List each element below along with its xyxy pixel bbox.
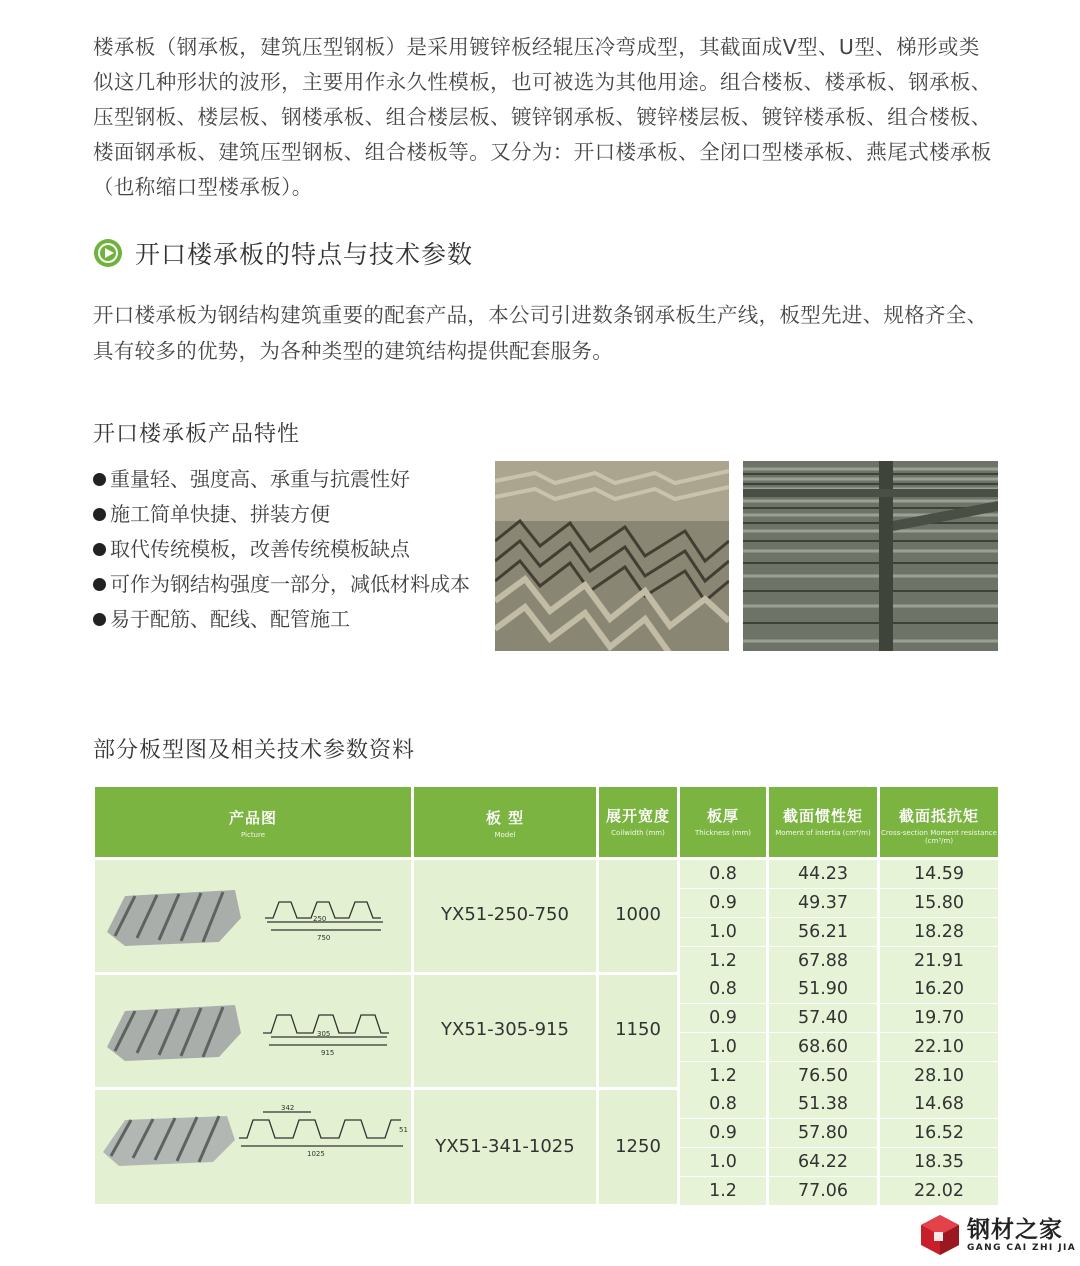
svg-text:51: 51 [399, 1126, 408, 1134]
thickness-cell: 1.2 [680, 947, 766, 975]
svg-text:915: 915 [321, 1049, 335, 1057]
inertia-cell: 57.80 [769, 1119, 877, 1147]
thickness-cell: 0.8 [680, 860, 766, 888]
resistance-cell: 21.91 [880, 947, 998, 975]
resistance-cell: 14.59 [880, 860, 998, 888]
features-title: 开口楼承板产品特性 [93, 422, 301, 447]
svg-text:750: 750 [317, 934, 331, 942]
logo-name: 钢材之家 [967, 1217, 1063, 1243]
bullet-icon [93, 613, 106, 626]
model-cell: YX51-250-750 [414, 860, 596, 972]
bullet-icon [93, 543, 106, 556]
play-circle-icon [93, 238, 123, 268]
feature-item: 可作为钢结构强度一部分，减低材料成本 [93, 567, 470, 602]
inertia-cell: 57.40 [769, 1004, 877, 1032]
resistance-cell: 16.20 [880, 975, 998, 1003]
feature-item: 施工简单快捷、拼装方便 [93, 497, 470, 532]
profile-picture-cell [95, 1090, 411, 1204]
resistance-cell: 28.10 [880, 1062, 998, 1090]
intro-paragraph: 楼承板（钢承板，建筑压型钢板）是采用镀锌板经辊压冷弯成型，其截面成V型、U型、梯形或类似这几种形状的波形，主要用作永久性模板，也可被选为其他用途。组合楼板、楼承板、钢承板、压型钢板、楼层板、钢楼承板、组合楼层板、镀锌钢承板、镀锌楼层板、镀锌楼承板、组合楼板、楼面钢承板、建筑压型钢板、组合楼板等。又分为：开口楼承板、全闭口型楼承板、燕尾式楼承板（也称缩口型楼承板）。 [93, 35, 992, 199]
header-thickness: 板厚 Thickness (mm) [680, 787, 766, 857]
profile-picture-cell [95, 860, 411, 972]
resistance-cell: 18.28 [880, 918, 998, 946]
resistance-cell: 22.02 [880, 1177, 998, 1205]
resistance-cell: 22.10 [880, 1033, 998, 1061]
inertia-cell: 49.37 [769, 889, 877, 917]
thickness-cell: 0.8 [680, 1090, 766, 1118]
section-heading [93, 236, 473, 270]
header-coilwidth: 展开宽度 Coilwidth (mm) [599, 787, 677, 857]
profile-picture-cell [95, 975, 411, 1087]
coilwidth-cell: 1250 [599, 1090, 677, 1204]
model-cell: YX51-341-1025 [414, 1090, 596, 1204]
inertia-cell: 44.23 [769, 860, 877, 888]
inertia-cell: 77.06 [769, 1177, 877, 1205]
feature-item: 取代传统模板，改善传统模板缺点 [93, 532, 470, 567]
feature-item: 易于配筋、配线、配管施工 [93, 602, 470, 637]
deck-profile-drawing [95, 975, 411, 1087]
cube-logo-icon [919, 1213, 961, 1257]
resistance-cell: 18.35 [880, 1148, 998, 1176]
coilwidth-cell: 1000 [599, 860, 677, 972]
thickness-cell: 0.8 [680, 975, 766, 1003]
lead-paragraph: 开口楼承板为钢结构建筑重要的配套产品，本公司引进数条钢承板生产线，板型先进、规格齐全、具有较多的优势，为各种类型的建筑结构提供配套服务。 [93, 303, 988, 363]
deck-profile-drawing [95, 860, 411, 972]
features-list [93, 462, 470, 637]
inertia-cell: 56.21 [769, 918, 877, 946]
resistance-cell: 14.68 [880, 1090, 998, 1118]
thickness-cell: 1.0 [680, 1033, 766, 1061]
brand-logo [919, 1213, 1076, 1257]
thickness-cell: 1.0 [680, 1148, 766, 1176]
inertia-cell: 51.90 [769, 975, 877, 1003]
header-picture: 产品图 Picture [95, 787, 411, 857]
inertia-cell: 67.88 [769, 947, 877, 975]
section-title: 开口楼承板的特点与技术参数 [135, 240, 474, 269]
thickness-cell: 0.9 [680, 889, 766, 917]
bullet-icon [93, 473, 106, 486]
svg-text:305: 305 [317, 1030, 331, 1038]
bullet-icon [93, 578, 106, 591]
svg-text:1025: 1025 [307, 1150, 325, 1158]
thickness-cell: 0.9 [680, 1004, 766, 1032]
logo-pinyin: GANG CAI ZHI JIA [967, 1243, 1077, 1253]
installed-deck-ceiling-photo [743, 461, 998, 651]
thickness-cell: 1.0 [680, 918, 766, 946]
bullet-icon [93, 508, 106, 521]
inertia-cell: 64.22 [769, 1148, 877, 1176]
feature-item: 重量轻、强度高、承重与抗震性好 [93, 462, 470, 497]
thickness-cell: 0.9 [680, 1119, 766, 1147]
model-cell: YX51-305-915 [414, 975, 596, 1087]
table-title: 部分板型图及相关技术参数资料 [93, 738, 416, 763]
inertia-cell: 68.60 [769, 1033, 877, 1061]
thickness-cell: 1.2 [680, 1062, 766, 1090]
header-moment-resistance: 截面抵抗矩 Cross-section Moment resistance (cm³/m) [880, 787, 998, 857]
resistance-cell: 19.70 [880, 1004, 998, 1032]
svg-text:342: 342 [281, 1104, 295, 1112]
steel-deck-stack-photo [495, 461, 729, 651]
svg-text:250: 250 [313, 915, 327, 923]
inertia-cell: 76.50 [769, 1062, 877, 1090]
inertia-cell: 51.38 [769, 1090, 877, 1118]
thickness-cell: 1.2 [680, 1177, 766, 1205]
coilwidth-cell: 1150 [599, 975, 677, 1087]
header-model: 板 型 Model [414, 787, 596, 857]
resistance-cell: 15.80 [880, 889, 998, 917]
deck-profile-drawing [95, 1090, 411, 1204]
header-moment-inertia: 截面惯性矩 Moment of intertia (cm⁴/m) [769, 787, 877, 857]
resistance-cell: 16.52 [880, 1119, 998, 1147]
